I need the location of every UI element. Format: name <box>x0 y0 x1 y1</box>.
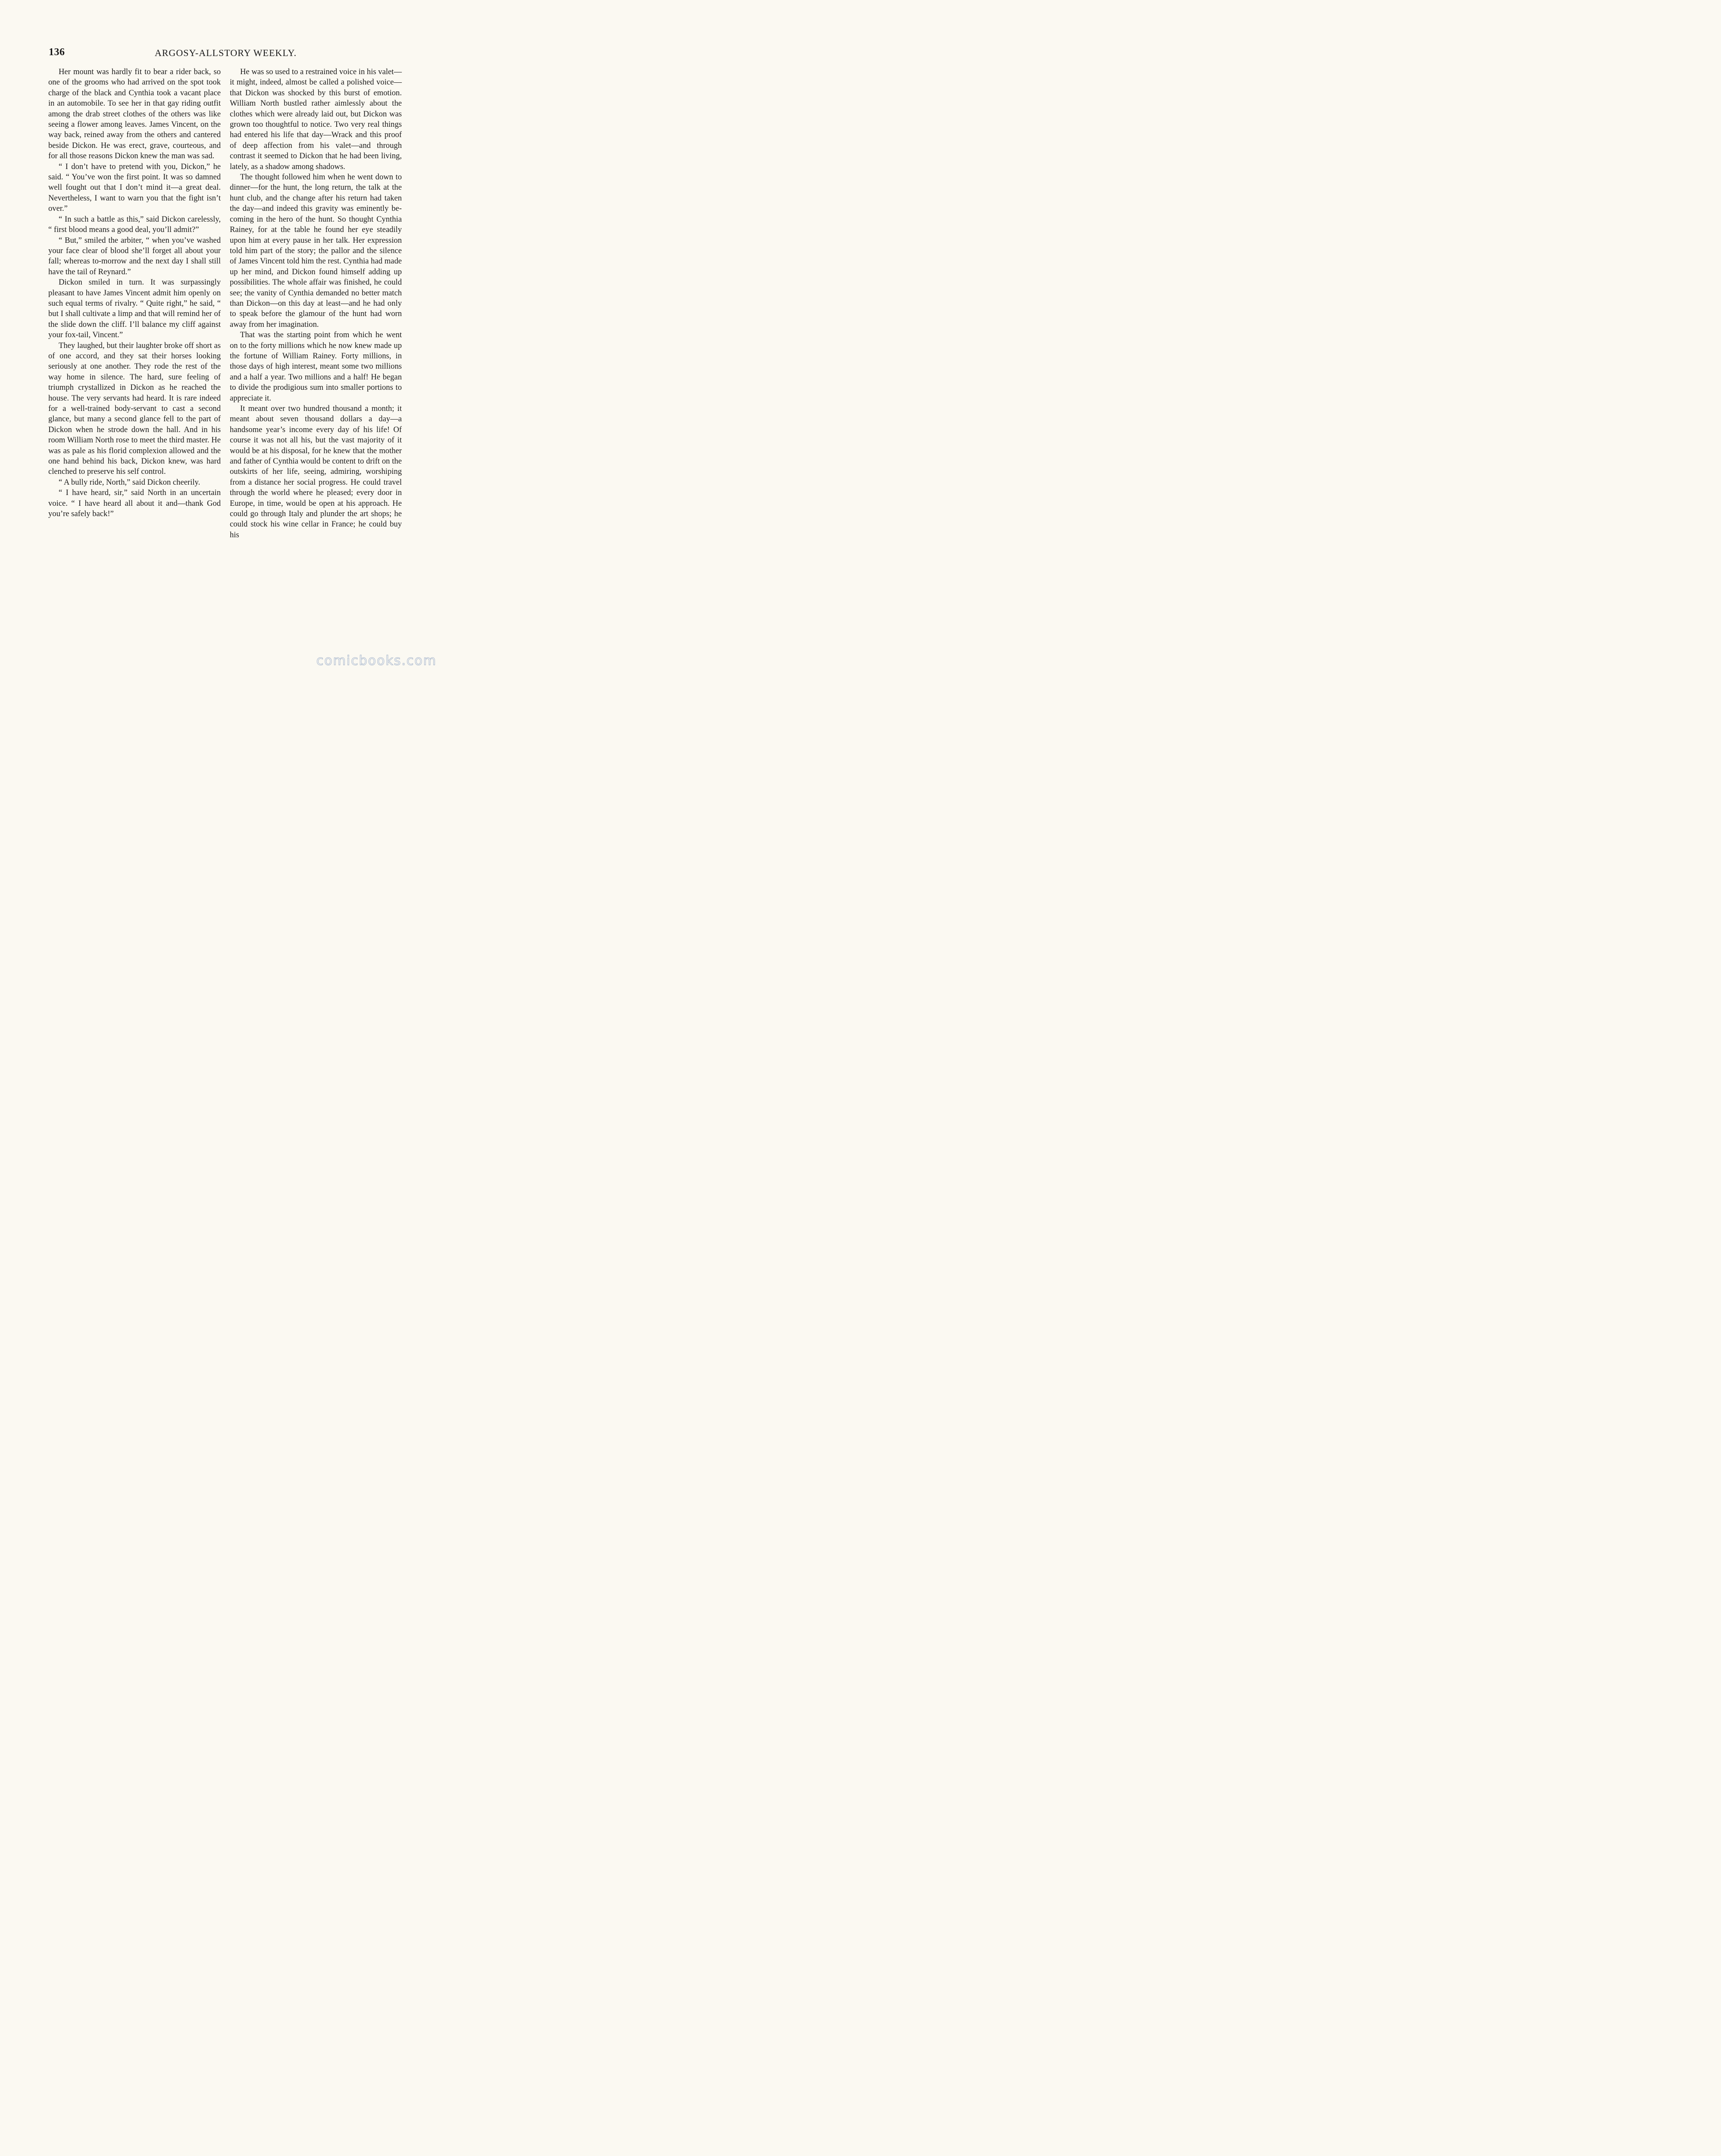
paragraph: “ But,” smiled the arbiter, “ when you’ve washed your face clear of blood she’ll forget all about your fall; whereas to-morrow and the next day I shall still have the tail of Reynard.” <box>48 235 221 276</box>
left-column <box>48 67 221 519</box>
paragraph: The thought followed him when he went down to dinner—for the hunt, the long return, the talk at the hunt club, and the change after his return had taken the day—and indeed this gravity was eminently becoming in the hero of the hunt. So thought Cynthia Rainey, for at the table he found her eye steadily upon him at every pause in her talk. Her expression told him part of the story; the pallor and the silence of James Vincent told him the rest. Cynthia had made up her mind, and Dickon found himself adding up possibilities. The whole affair was finished, he could see; the vanity of Cynthia demanded no better match than Dickon—on this day at least—and he had only to speak before the glamour of the hunt had worn away from her imagination. <box>230 172 402 329</box>
page-number: 136 <box>49 47 65 58</box>
paragraph: It meant over two hundred thousand a month; it meant about seven thousand dollars a day—a handsome year’s income every day of his life! Of course it was not all his, but the vast majority of it would be at his disposal, for he knew that the mother and father of Cynthia would be content to drift on the outskirts of her life, seeing, admiring, worshiping from a distance her social progress. He could travel through the world where he pleased; every door in Europe, in time, would be open at his approach. He could go through Italy and plunder the art shops; he could stock his wine cellar in France; he could buy his <box>230 404 402 539</box>
running-head: ARGOSY-ALLSTORY WEEKLY. <box>154 47 297 58</box>
paragraph: “ I have heard, sir,” said North in an uncertain voice. “ I have heard all about it and—thank God you’re safely back!” <box>48 488 221 519</box>
paragraph: Her mount was hardly fit to bear a rider back, so one of the grooms who had arrived on the spot took charge of the black and Cynthia took a vacant place in an automobile. To see her in that gay riding outfit among the drab street clothes of the others was like seeing a flower among leaves. James Vincent, on the way back, reined away from the others and cantered beside Dickon. He was erect, grave, courteous, and for all those reasons Dickon knew the man was sad. <box>48 67 221 161</box>
paragraph: He was so used to a restrained voice in his valet—it might, indeed, almost be called a polished voice—that Dickon was shocked by this burst of emotion. William North bustled rather aimlessly about the clothes which were already laid out, but Dickon was grown too thoughtful to notice. Two very real things had entered his life that day—Wrack and this proof of deep affection from his valet—and through contrast it seemed to Dickon that he had been living, lately, as a shadow among shadows. <box>230 67 402 171</box>
paragraph: They laughed, but their laughter broke off short as of one accord, and they sat their horses looking seriously at one another. They rode the rest of the way home in silence. The hard, sure feeling of triumph crystallized in Dickon as he reached the house. The very servants had heard. It is rare indeed for a well-trained body-servant to cast a second glance, but many a second glance fell to the part of Dickon when he strode down the hall. And in his room William North rose to meet the third master. He was as pale as his florid complexion allowed and the one hand behind his back, Dickon knew, was hard clenched to preserve his self control. <box>48 341 221 476</box>
watermark: comicbooks.com <box>316 653 437 668</box>
paragraph: “ A bully ride, North,” said Dickon cheerily. <box>59 477 200 487</box>
paragraph: That was the starting point from which he went on to the forty millions which he now knew made up the fortune of William Rainey. Forty millions, in those days of high interest, meant some two millions and a half a year. Two millions and a half! He began to divide the prodigious sum into smaller portions to appreciate it. <box>230 330 402 403</box>
paragraph: “ In such a battle as this,” said Dickon carelessly, “ first blood means a good deal, you’ll admit?” <box>48 214 221 235</box>
right-column <box>230 67 402 540</box>
paragraph: “ I don’t have to pretend with you, Dickon,” he said. “ You’ve won the first point. It was so damned well fought out that I don’t mind it—a great deal. Nevertheless, I want to warn you that the fight isn’t over.” <box>48 162 221 213</box>
paragraph: Dickon smiled in turn. It was surpassingly pleasant to have James Vincent admit him openly on such equal terms of rivalry. “ Quite right,” he said, “ but I shall cultivate a limp and that will remind her of the slide down the cliff. I’ll balance my cliff against your fox-tail, Vincent.” <box>48 278 221 340</box>
